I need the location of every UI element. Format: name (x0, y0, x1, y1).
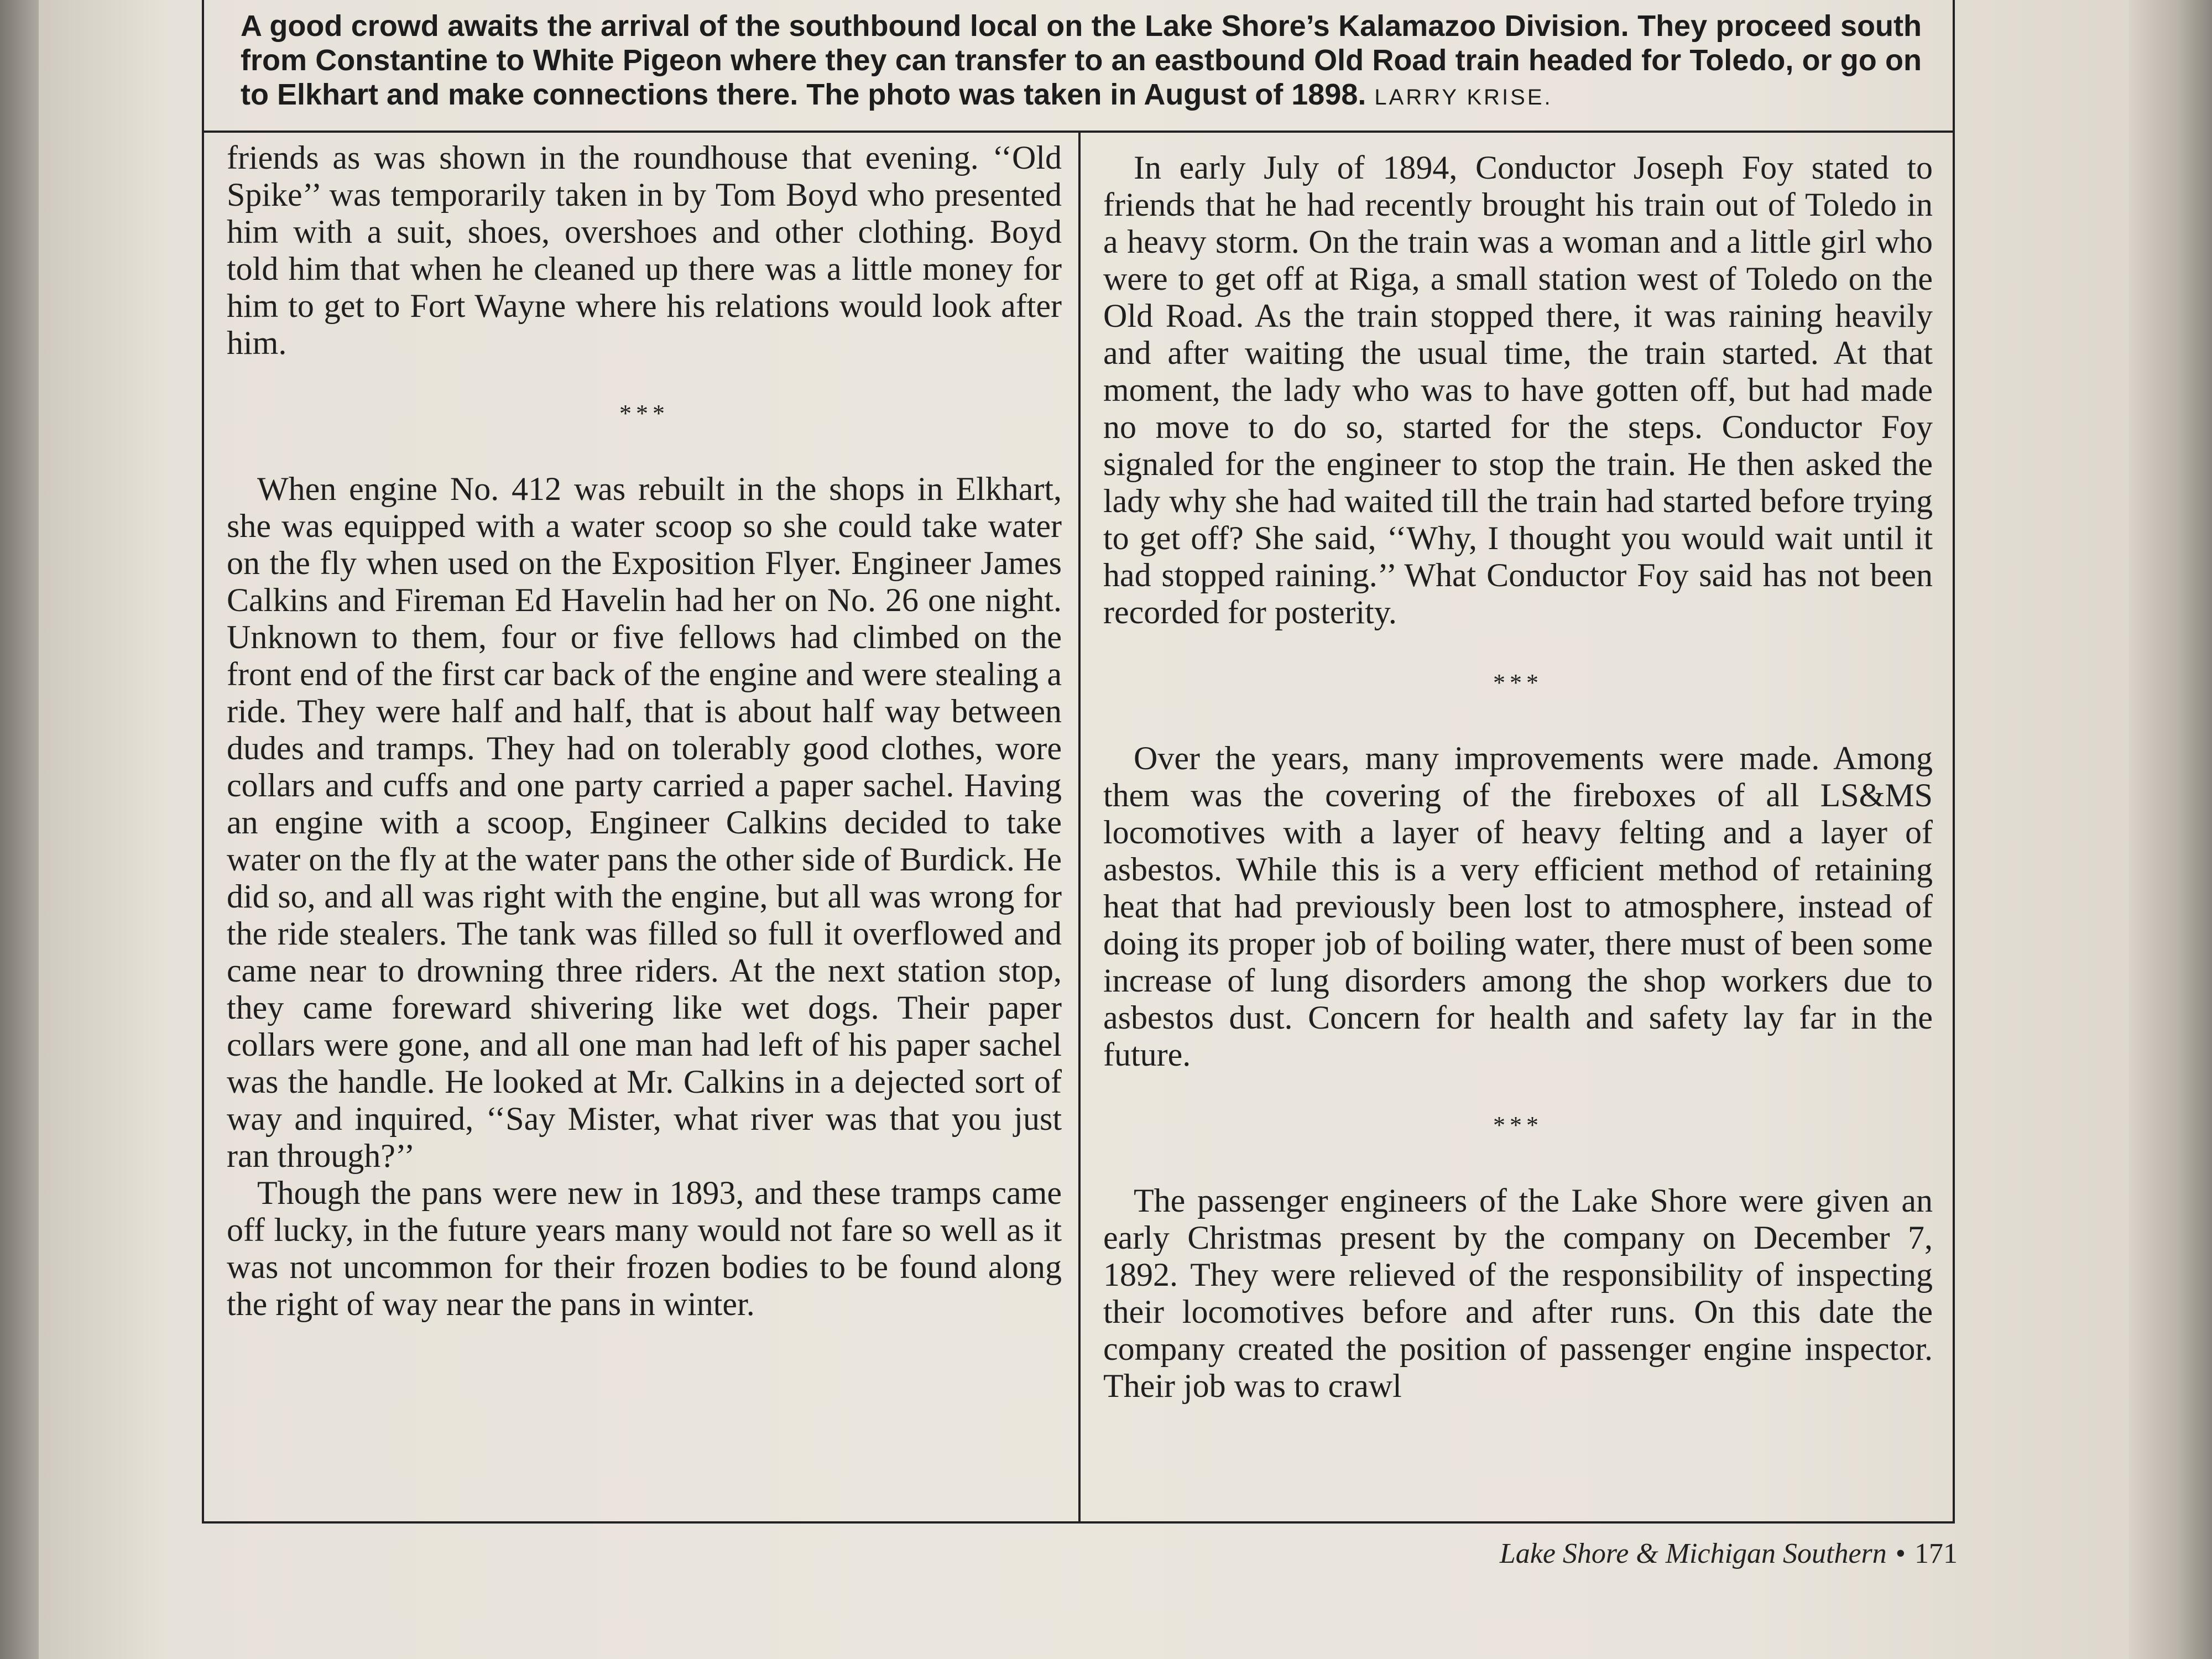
column-divider (1078, 133, 1081, 1524)
right-column (1103, 133, 1933, 1521)
photo-caption (202, 0, 1955, 133)
paragraph: In early July of 1894, Conductor Joseph Foy stated to friends that he had recently brought his train out of Toledo in a heavy storm. On the train was a woman and a little girl who were to get off at Riga, a small station west of Toledo on the Old Road. As the train stopped there, it was raining heavily and after waiting the usual time, the train started. At that moment, the lady who was to have gotten off, but had made no move to do so, started for the steps. Conductor Foy signaled for the engineer to stop the train. He then asked the lady why she had waited till the train had started before trying to get off? She said, ‘‘Why, I thought you would wait until it had stopped raining.’’ What Conductor Foy said has not been recorded for posterity. (1103, 149, 1933, 630)
running-title: Lake Shore & Michigan Southern (1499, 1538, 1887, 1569)
paragraph: friends as was shown in the roundhouse that evening. ‘‘Old Spike’’ was temporarily taken in by Tom Boyd who presented him with a suit, shoes, overshoes and other clothing. Boyd told him that when he cleaned up there was a little money for him to get to Fort Wayne where his relations would look after him. (227, 139, 1062, 361)
page-edge (2129, 0, 2212, 1659)
left-column (227, 133, 1062, 1521)
footer-bullet: • (1895, 1538, 1906, 1569)
paragraph: When engine No. 412 was rebuilt in the shops in Elkhart, she was equipped with a water scoop so she could take water on the fly when used on the Exposition Flyer. Engineer James Calkins and Fireman Ed Havelin had her on No. 26 one night. Unknown to them, four or five fellows had climbed on the front end of the first car back of the engine and were stealing a ride. They were half and half, that is about half way between dudes and tramps. They had on tolerably good clothes, wore collars and cuffs and one party carried a paper sachel. Having an engine with a scoop, Engineer Calkins decided to take water on the fly at the water pans the other side of Burdick. He did so, and all was right with the engine, but all was wrong for the ride stealers. The tank was filled so full it overflowed and came near to drowning three riders. At the next station stop, they came foreward shivering like wet dogs. Their paper collars were gone, and all one man had left of his paper sachel was the handle. He looked at Mr. Calkins in a dejected sort of way and inquired, ‘‘Say Mister, what river was that you just ran through?’’ (227, 471, 1062, 1174)
paragraph: The passenger engineers of the Lake Shore were given an early Christmas present by the company on December 7, 1892. They were relieved of the responsibility of inspecting their locomotives before and after runs. On this date the company created the position of passenger engine inspector. Their job was to crawl (1103, 1182, 1933, 1404)
page-number: 171 (1914, 1538, 1958, 1569)
paragraph: Though the pans were new in 1893, and these tramps came off lucky, in the future years many would not fare so well as it was not uncommon for their frozen bodies to be found along the right of way near the pans in winter. (227, 1175, 1062, 1322)
section-separator: *** (1493, 669, 1543, 696)
paragraph: Over the years, many improvements were made. Among them was the covering of the fireboxes of all LS&MS locomotives with a layer of heavy felting and a layer of asbestos. While this is a very efficient method of retaining heat that had previously been lost to atmosphere, instead of doing its proper job of boiling water, there must of been some increase of lung disorders among the shop workers due to asbestos dust. Concern for health and safety lay far in the future. (1103, 740, 1933, 1073)
photo-credit: LARRY KRISE. (1374, 85, 1553, 109)
page-footer (1471, 1537, 1958, 1570)
section-separator: *** (1493, 1112, 1543, 1139)
caption-text: A good crowd awaits the arrival of the southbound local on the Lake Shore’s Kalamazoo Division. They proceed south from Constantine to White Pigeon where they can transfer to an eastbound Old Road train headed for Toledo, or go on to Elkhart and make connections there. The photo was taken in August of 1898. (241, 9, 1922, 111)
section-separator: *** (619, 400, 669, 427)
